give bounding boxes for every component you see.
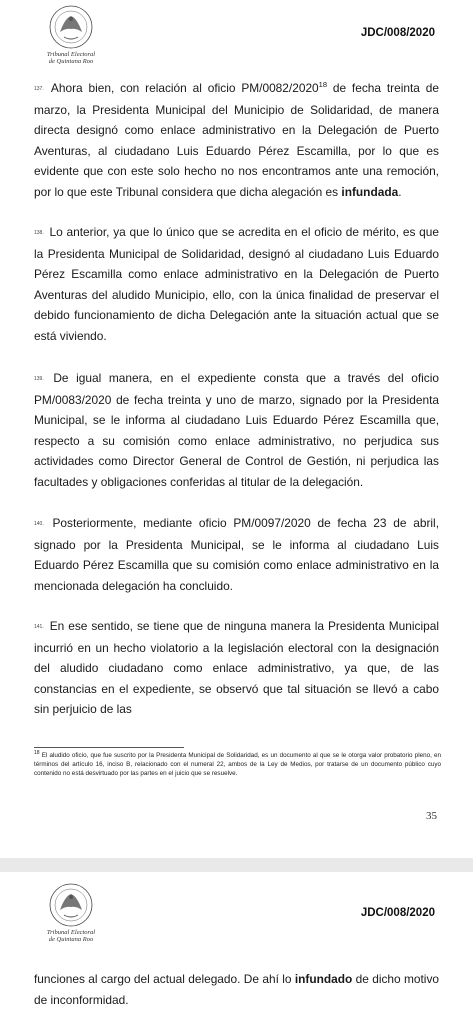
paragraph-141 [34, 616, 439, 720]
paragraph-text: funciones al cargo del actual delegado. De ahí lo [34, 972, 295, 986]
paragraph-number: 140. [34, 521, 44, 527]
emphasis-text: infundado [294, 972, 353, 986]
case-number: JDC/008/2020 [360, 907, 435, 919]
document-page-36 [0, 872, 473, 1024]
paragraph-139 [34, 368, 439, 492]
paragraph-138 [34, 222, 439, 346]
paragraph-140 [34, 513, 439, 596]
case-number: JDC/008/2020 [360, 27, 435, 39]
paragraph-continuation [34, 969, 439, 1010]
footnote-divider [34, 747, 184, 748]
tribunal-seal [34, 4, 108, 66]
paragraph-text: de fecha treinta de marzo, la Presidenta Municipal del Municipio de Solidaridad, de manera directa designó como enlace administrativo en la Delegación de Puerto Aventuras, al ciudadano Luis Eduardo Pérez Escamilla, por lo que es evidente que con este solo hecho no nos encontramos ante una remoción, por lo que este Tribunal considera que dicha alegación es [34, 81, 439, 199]
page-number: 35 [426, 810, 437, 822]
paragraph-text: En ese sentido, se tiene que de ninguna manera la Presidenta Municipal incurrió en un hecho violatorio a la legislación electoral con la designación del aludido ciudadano como enlace administrativo, ya que, de las constancias en el expediente, se observó que tal situación se llevó a cabo sin perjuicio de las [34, 619, 439, 716]
paragraph-text: De igual manera, en el expediente consta que a través del oficio PM/0083/2020 de fecha treinta y uno de marzo, signado por la Presidenta Municipal, se le informa al ciudadano Luis Eduardo Pérez Escamilla que, respecto a su comisión como enlace administrativo, no perjudica sus actividades como Director General de Control de Gestión, ni perjudica las facultades y obligaciones conferidas al titular de la delegación. [34, 371, 440, 489]
seal-caption-line1: Tribunal Electoral [46, 51, 96, 58]
seal-caption-line2: de Quintana Roo [48, 936, 94, 943]
footnote-text: El aludido oficio, que fue suscrito por la Presidenta Municipal de Solidaridad, es un documento al que se le otorga valor probatorio pleno, en términos del artículo 16, inciso B, relacionado con el numeral 22, ambos de la Ley de Medios, por tratarse de un documento público cuyo contenido no está desvirtuado por las partes en el juicio que se resuelve. [34, 752, 441, 777]
paragraph-text: Lo anterior, ya que lo único que se acredita en el oficio de mérito, es que la Presidenta Municipal de Solidaridad, designó al ciudadano Luis Eduardo Pérez Escamilla como enlace administrativo en la Delegación de Puerto Aventuras del aludido Municipio, ello, con la única finalidad de preservar el debido funcionamiento de dicha Delegación ante la situación actual que se está viviendo. [34, 225, 439, 343]
paragraph-137 [34, 78, 439, 202]
eagle-emblem-icon [34, 882, 108, 930]
emphasis-text: infundada [341, 184, 399, 199]
paragraph-text: Ahora bien, con relación al oficio PM/0082/2020 [50, 81, 319, 95]
tribunal-seal [34, 882, 108, 944]
paragraph-text: Posteriormente, mediante oficio PM/0097/2020 de fecha 23 de abril, signado por la Presidenta Municipal, se le informa al ciudadano Luis Eduardo Pérez Escamilla que su comisión como enlace administrativo en la mencionada delegación ha concluido. [34, 516, 440, 593]
seal-caption-line1: Tribunal Electoral [46, 929, 96, 936]
seal-caption-line2: de Quintana Roo [48, 58, 94, 65]
footnote-reference: 18 [318, 80, 328, 90]
footnote-18 [34, 749, 441, 778]
paragraph-number: 138. [34, 230, 44, 236]
paragraph-number: 137. [34, 86, 44, 92]
paragraph-text: . [398, 184, 402, 199]
footnote-number: 18 [34, 749, 40, 756]
paragraph-number: 139. [34, 376, 44, 382]
paragraph-text: de dicho motivo de inconformidad. [34, 972, 440, 1007]
eagle-emblem-icon [34, 4, 108, 52]
paragraph-number: 141. [34, 624, 44, 630]
